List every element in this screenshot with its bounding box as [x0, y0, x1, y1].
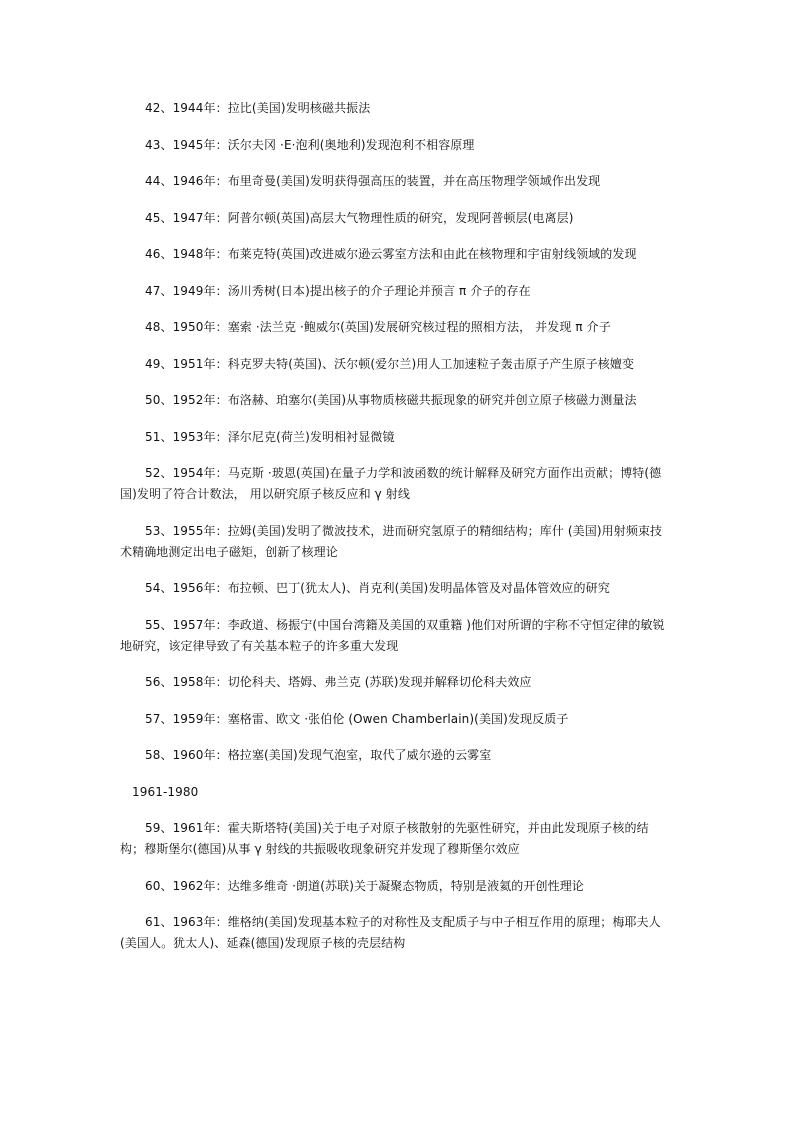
paragraph-entry-49: 49、1951年：科克罗夫特(英国)、沃尔顿(爱尔兰)用人工加速粒子轰击原子产生原子核嬗变: [145, 356, 635, 371]
paragraph-entry-48: 48、1950年：塞索 ·法兰克 ·鲍威尔(英国)发展研究核过程的照相方法， 并发现 π 介子: [145, 320, 611, 334]
paragraph-entry-61: 61、1963年：维格纳(美国)发现基本粒子的对称性及支配质子与中子相互作用的原理；梅耶夫人(美国人。犹太人)、延森(德国)发现原子核的壳层结构: [120, 915, 661, 950]
paragraph-entry-50: 50、1952年：布洛赫、珀塞尔(美国)从事物质核磁共振现象的研究并创立原子核磁力测量法: [145, 393, 637, 407]
paragraph-entry-52: 52、1954年：马克斯 ·玻恩(英国)在量子力学和波函数的统计解释及研究方面作出贡献；博特(德国)发明了符合计数法， 用以研究原子核反应和 γ 射线: [120, 466, 662, 501]
paragraph-entry-56: 56、1958年：切伦科夫、塔姆、弗兰克 (苏联)发现并解释切伦科夫效应: [145, 675, 532, 689]
paragraph-entry-59: 59、1961年：霍夫斯塔特(美国)关于电子对原子核散射的先驱性研究，并由此发现原子核的结构；穆斯堡尔(德国)从事 γ 射线的共振吸收现象研究并发现了穆斯堡尔效应: [120, 821, 649, 856]
paragraph-entry-54: 54、1956年：布拉顿、巴丁(犹太人)、肖克利(美国)发明晶体管及对晶体管效应的研究: [145, 581, 610, 595]
paragraph-entry-43: 43、1945年：沃尔夫冈 ·E·泡利(奥地利)发现泡利不相容原理: [145, 137, 475, 152]
document-body: [120, 98, 670, 970]
paragraph-entry-47: 47、1949年：汤川秀树(日本)提出核子的介子理论并预言 π 介子的存在: [145, 283, 531, 298]
paragraph-entry-44: 44、1946年：布里奇曼(美国)发明获得强高压的装置，并在高压物理学领域作出发现: [145, 174, 601, 188]
paragraph-entry-57: 57、1959年：塞格雷、欧文 ·张伯伦 (Owen Chamberlain)(美国)发现反质子: [145, 711, 569, 726]
paragraph-entry-60: 60、1962年：达维多维奇 ·朗道(苏联)关于凝聚态物质，特别是液氦的开创性理论: [145, 878, 584, 893]
paragraph-entry-42: 42、1944年：拉比(美国)发明核磁共振法: [145, 101, 371, 115]
paragraph-entry-58: 58、1960年：格拉塞(美国)发现气泡室，取代了威尔逊的云雾室: [145, 748, 492, 762]
paragraph-entry-53: 53、1955年：拉姆(美国)发明了微波技术，进而研究氢原子的精细结构；库什 (美国)用射频束技术精确地测定出电子磁矩，创新了核理论: [120, 523, 663, 559]
paragraph-entry-51: 51、1953年：泽尔尼克(荷兰)发明相衬显微镜: [145, 429, 395, 444]
paragraph-entry-46: 46、1948年：布莱克特(英国)改进威尔逊云雾室方法和由此在核物理和宇宙射线领域的发现: [145, 247, 637, 261]
paragraph-entry-55: 55、1957年：李政道、杨振宁(中国台湾籍及美国的双重籍 )他们对所谓的宇称不守恒定律的敏锐地研究，该定律导致了有关基本粒子的许多重大发现: [120, 617, 665, 653]
section-heading-1961-1980: 1961-1980: [132, 784, 199, 799]
paragraph-entry-45: 45、1947年：阿普尔顿(英国)高层大气物理性质的研究，发现阿普顿层(电离层): [145, 210, 574, 225]
